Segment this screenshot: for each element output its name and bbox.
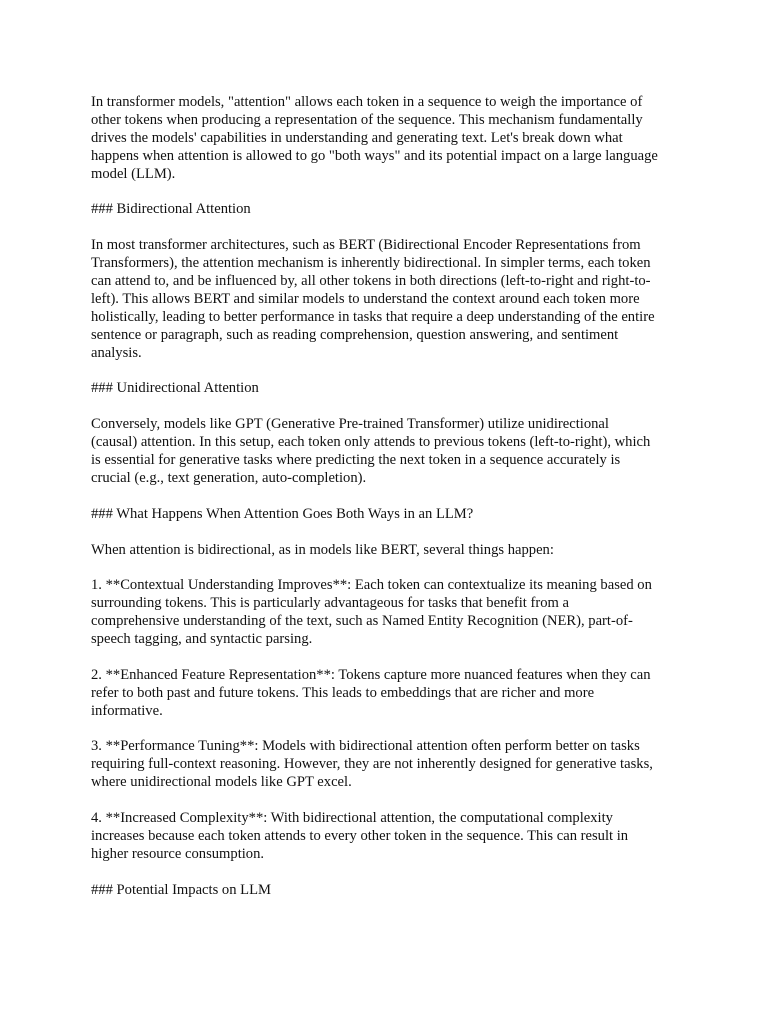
both-ways-intro: When attention is bidirectional, as in models like BERT, several things happen: — [91, 541, 554, 558]
intro-paragraph: In transformer models, "attention" allows each token in a sequence to weigh the importance of other tokens when producing a representation of the sequence. This mechanism fundamentally drives the models' capabilities in understanding and generating text. Let's break down what happens when attention is allowed to go "both ways" and its potential impact on a large language model (LLM). — [91, 94, 658, 182]
bidirectional-paragraph: In most transformer architectures, such as BERT (Bidirectional Encoder Representations from Transformers), the attention mechanism is inherently bidirectional. In simpler terms, each token can attend to, and be influenced by, all other tokens in both directions (left-to-right and right-to- left). This allows BERT and similar models to understand the context around each token more holistically, leading to better performance in tasks that require a deep understanding of the entire sentence or paragraph, such as reading comprehension, question answering, and sentiment analysis. — [91, 237, 655, 361]
list-item-3: 3. **Performance Tuning**: Models with bidirectional attention often perform better on tasks requiring full-context reasoning. However, they are not inherently designed for generative tasks, where unidirectional models like GPT excel. — [91, 738, 653, 791]
heading-bidirectional-attention: ### Bidirectional Attention — [91, 201, 251, 218]
list-item-2: 2. **Enhanced Feature Representation**: Tokens capture more nuanced features when they can refer to both past and future tokens. This leads to embeddings that are richer and more informative. — [91, 666, 651, 719]
heading-potential-impacts: ### Potential Impacts on LLM — [91, 881, 271, 898]
heading-unidirectional-attention: ### Unidirectional Attention — [91, 380, 259, 397]
heading-both-ways: ### What Happens When Attention Goes Both Ways in an LLM? — [91, 505, 474, 522]
list-item-4: 4. **Increased Complexity**: With bidirectional attention, the computational complexity increases because each token attends to every other token in the sequence. This can result in higher resource consumption. — [91, 810, 629, 862]
unidirectional-paragraph: Conversely, models like GPT (Generative Pre-trained Transformer) utilize unidirectional (causal) attention. In this setup, each token only attends to previous tokens (left-to-right), which is essential for generative tasks where predicting the next token in a sequence accurately is crucial (e.g., text generation, auto-completion). — [91, 416, 651, 486]
list-item-1: 1. **Contextual Understanding Improves**: Each token can contextualize its meaning based on surrounding tokens. This is particularly advantageous for tasks that benefit from a comprehensive understanding of the text, such as Named Entity Recognition (NER), part-of- speech tagging, and syntactic parsing. — [91, 577, 652, 648]
